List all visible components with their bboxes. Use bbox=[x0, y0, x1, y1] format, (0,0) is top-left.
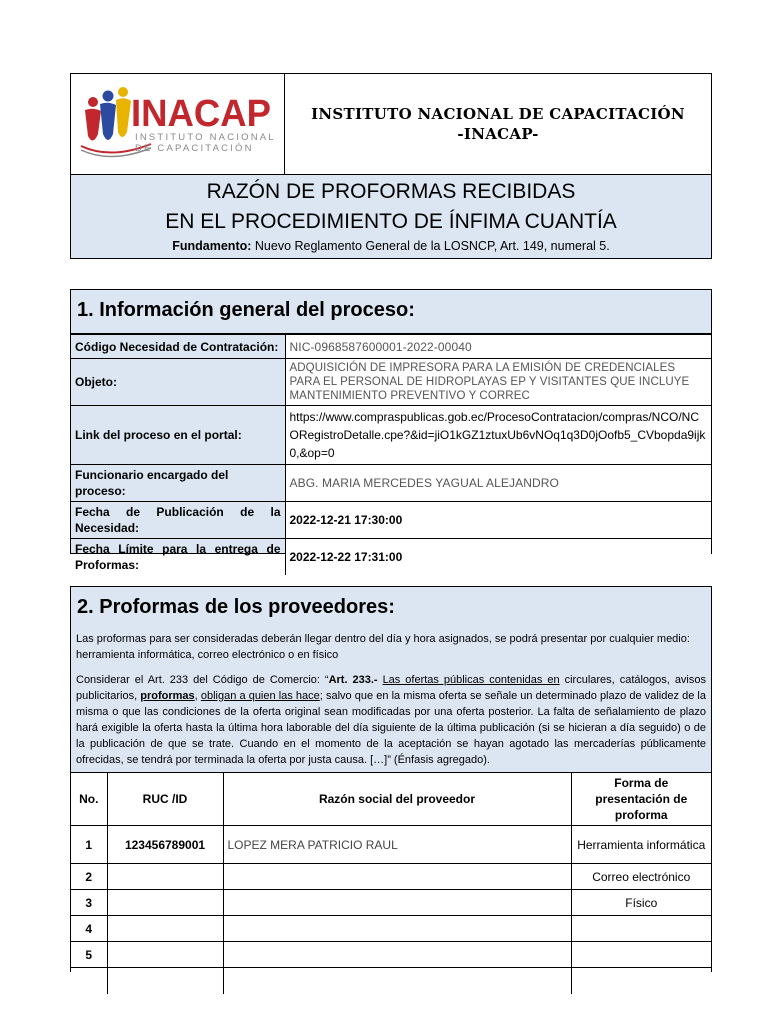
table-row bbox=[71, 359, 711, 406]
svg-text:DE CAPACITACIÓN: DE CAPACITACIÓN bbox=[135, 143, 254, 154]
label-link: Link del proceso en el portal: bbox=[71, 406, 285, 465]
value-objeto: ADQUISICIÓN DE IMPRESORA PARA LA EMISIÓN DE CREDENCIALES PARA EL PERSONAL DE HIDROPLAYAS EP Y VISITANTES QUE INCLUYE MANTENIMIENTO PREVENTIVO Y CORREC bbox=[285, 359, 711, 406]
document-title-cell bbox=[71, 175, 711, 258]
col-header-razon: Razón social del proveedor bbox=[223, 773, 571, 826]
table-row bbox=[71, 465, 711, 502]
section2-text bbox=[71, 631, 711, 768]
svg-text:INSTITUTO NACIONAL: INSTITUTO NACIONAL bbox=[135, 132, 276, 143]
section1-heading: 1. Información general del proceso: bbox=[71, 290, 711, 334]
document-title-line2: EN EL PROCEDIMIENTO DE ÍNFIMA CUANTÍA bbox=[165, 210, 617, 233]
logo-wordmark: INACAP bbox=[131, 93, 271, 135]
label-codigo: Código Necesidad de Contratación: bbox=[71, 335, 285, 359]
paragraph-proformas-rules: Las proformas para ser consideradas deberán llegar dentro del día y hora asignados, se podrá presentar por cualquier medio: herramienta informática, correo electrónico o en físico bbox=[76, 633, 690, 661]
table-row bbox=[71, 502, 711, 539]
section-proformas bbox=[70, 586, 712, 972]
proveedores-table bbox=[71, 772, 711, 994]
table-row bbox=[71, 335, 711, 359]
document-header bbox=[70, 73, 712, 259]
institute-name: INSTITUTO NACIONAL DE CAPACITACIÓN bbox=[311, 105, 685, 123]
value-funcionario: ABG. MARIA MERCEDES YAGUAL ALEJANDRO bbox=[285, 465, 711, 502]
col-header-forma: Forma de presentación de proforma bbox=[571, 773, 711, 826]
table-row: 4 bbox=[71, 916, 711, 942]
fundamento: Fundamento: Nuevo Reglamento General de la LOSNCP, Art. 149, numeral 5. bbox=[172, 239, 610, 253]
col-header-ruc: RUC /ID bbox=[107, 773, 223, 826]
general-info-table bbox=[71, 334, 711, 575]
label-fecha-publicacion: Fecha de Publicación de la Necesidad: bbox=[71, 502, 285, 539]
value-fecha-publicacion: 2022-12-21 17:30:00 bbox=[285, 502, 711, 539]
table-row: 2 Correo electrónico bbox=[71, 864, 711, 890]
section-general-info bbox=[70, 289, 712, 572]
table-header-row bbox=[71, 773, 711, 826]
paragraph-art-233: Considerar el Art. 233 del Código de Comercio: “Art. 233.- Las ofertas públicas contenidas en circulares, catálogos, avisos publicitarios, proformas, obligan a quien las hace; salvo que en la misma oferta se señale un determinado plazo de validez de la misma o que las condiciones de la oferta original sean modificadas por una oferta posterior. La falta de señalamiento de plazo hará exigible la oferta hasta la última hora laborable del día siguiente de la última publicación (si se hicieran a día seguido) o de la publicación de que se trate. Cuando en el momento de la aceptación se hayan agotado las mercaderías públicamente ofrecidas, se tendrá por terminada la oferta por justa causa. […]” (Énfasis agregado). bbox=[76, 674, 706, 766]
institute-acronym: -INACAP- bbox=[457, 125, 539, 143]
document-title-line1: RAZÓN DE PROFORMAS RECIBIDAS bbox=[206, 180, 576, 203]
col-header-no: No. bbox=[71, 773, 107, 826]
label-objeto: Objeto: bbox=[71, 359, 285, 406]
label-funcionario: Funcionario encargado del proceso: bbox=[71, 465, 285, 502]
table-row bbox=[71, 539, 711, 576]
table-row bbox=[71, 968, 711, 994]
value-codigo: NIC-0968587600001-2022-00040 bbox=[285, 335, 711, 359]
portal-link[interactable]: https://www.compraspublicas.gob.ec/ProcesoContratacion/compras/NCO/NCORegistroDetalle.cpe?&id=jiO1kGZ1ztuxUb6vNOq1q3D0jOofb5_CVbopda9ijk0,&op=0 bbox=[285, 406, 711, 465]
institute-name-cell bbox=[285, 74, 711, 175]
table-row: 5 bbox=[71, 942, 711, 968]
inacap-logo bbox=[71, 74, 283, 173]
value-fecha-limite: 2022-12-22 17:31:00 bbox=[285, 539, 711, 576]
table-row: 3 Físico bbox=[71, 890, 711, 916]
logo-cell bbox=[71, 74, 285, 175]
label-fecha-limite: Fecha Límite para la entrega de Proformas: bbox=[71, 539, 285, 576]
section2-heading: 2. Proformas de los proveedores: bbox=[77, 596, 395, 618]
table-row: 1 123456789001 LOPEZ MERA PATRICIO RAUL Herramienta informática bbox=[71, 826, 711, 864]
table-row bbox=[71, 406, 711, 465]
